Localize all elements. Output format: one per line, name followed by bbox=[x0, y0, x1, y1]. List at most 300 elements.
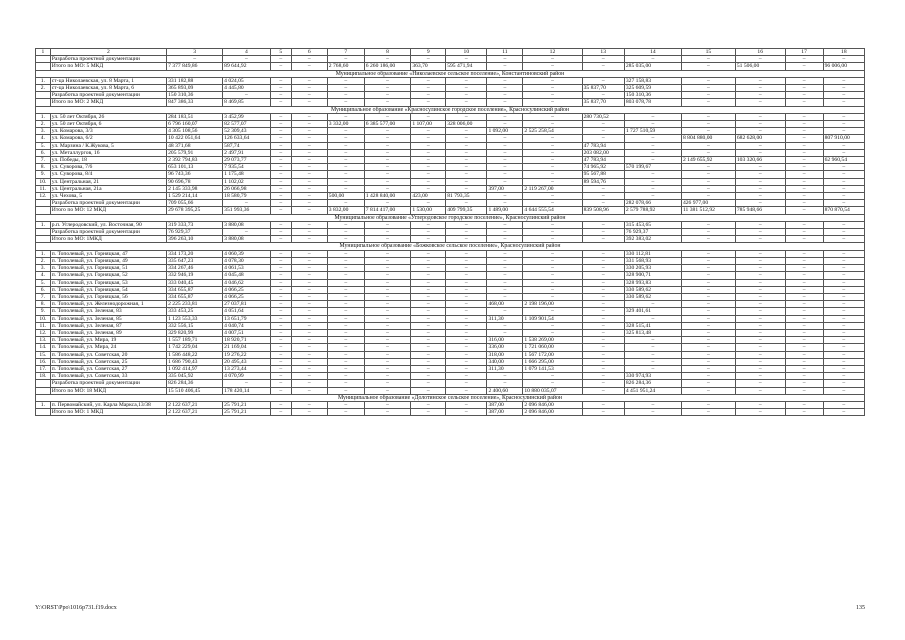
value-cell: – bbox=[270, 164, 291, 171]
value-cell: – bbox=[681, 293, 735, 300]
value-cell: – bbox=[446, 308, 487, 315]
value-cell: – bbox=[270, 56, 291, 63]
value-cell: – bbox=[582, 128, 624, 135]
value-cell: 82 577,07 bbox=[223, 121, 271, 128]
address-cell: ул. 50 лет Октября, 26 bbox=[50, 113, 166, 120]
value-cell: 96 743,36 bbox=[167, 171, 223, 178]
value-cell: – bbox=[681, 164, 735, 171]
value-cell: – bbox=[823, 236, 864, 243]
row-number-cell: 15. bbox=[36, 351, 51, 358]
value-cell: 6 260 186,00 bbox=[364, 63, 411, 70]
value-cell: – bbox=[582, 329, 624, 336]
value-cell: – bbox=[523, 121, 582, 128]
row-number-cell: 3. bbox=[36, 128, 51, 135]
value-cell: – bbox=[624, 365, 681, 372]
value-cell: 847 386,33 bbox=[167, 99, 223, 106]
value-cell: – bbox=[735, 365, 785, 372]
address-cell: п. Тополевый, ул. Зеленая, 83 bbox=[50, 308, 166, 315]
value-cell: – bbox=[411, 229, 446, 236]
table-row bbox=[36, 63, 865, 70]
value-cell: – bbox=[487, 272, 523, 279]
value-cell: – bbox=[411, 56, 446, 63]
value-cell: – bbox=[364, 265, 411, 272]
address-cell: п. Тополевый, ул. Советская, 20 bbox=[50, 351, 166, 358]
row-number-cell: 5. bbox=[36, 142, 51, 149]
value-cell: – bbox=[270, 157, 291, 164]
value-cell: – bbox=[270, 85, 291, 92]
value-cell: – bbox=[785, 387, 823, 394]
value-cell: 18 580,79 bbox=[223, 193, 271, 200]
value-cell: – bbox=[327, 301, 364, 308]
value-cell: 595 471,94 bbox=[446, 63, 487, 70]
value-cell: – bbox=[446, 113, 487, 120]
value-cell: 25 791,21 bbox=[223, 409, 271, 416]
row-number-cell: 14. bbox=[36, 344, 51, 351]
value-cell: – bbox=[270, 92, 291, 99]
value-cell: – bbox=[523, 193, 582, 200]
municipality-header-row bbox=[36, 243, 865, 250]
value-cell: – bbox=[223, 229, 271, 236]
value-cell: – bbox=[364, 229, 411, 236]
address-cell: п. Тополевый, ул. Горняцкая, 47 bbox=[50, 250, 166, 257]
value-cell: – bbox=[446, 380, 487, 387]
value-cell: – bbox=[327, 401, 364, 408]
address-cell: ул. Комарова, 3/3 bbox=[50, 128, 166, 135]
column-number-cell: 12 bbox=[523, 49, 582, 56]
value-cell: – bbox=[291, 301, 327, 308]
value-cell: – bbox=[411, 308, 446, 315]
row-number-cell bbox=[36, 409, 51, 416]
value-cell: – bbox=[735, 265, 785, 272]
value-cell: 826 284,36 bbox=[624, 380, 681, 387]
value-cell: – bbox=[364, 149, 411, 156]
value-cell: 315 453,65 bbox=[624, 221, 681, 228]
value-cell: – bbox=[582, 365, 624, 372]
value-cell: – bbox=[681, 56, 735, 63]
value-cell: – bbox=[624, 301, 681, 308]
value-cell: – bbox=[411, 365, 446, 372]
value-cell: – bbox=[327, 250, 364, 257]
row-number-cell: 5. bbox=[36, 279, 51, 286]
value-cell: 29 678 395,25 bbox=[167, 207, 223, 214]
value-cell: – bbox=[291, 92, 327, 99]
value-cell: – bbox=[735, 149, 785, 156]
value-cell: 27 037,81 bbox=[223, 301, 271, 308]
value-cell: – bbox=[582, 92, 624, 99]
value-cell: – bbox=[823, 200, 864, 207]
address-cell: Разработка проектной документации bbox=[50, 92, 166, 99]
value-cell: – bbox=[582, 279, 624, 286]
value-cell: – bbox=[624, 121, 681, 128]
address-cell: п. Тополевый, ул. Горняцкая, 51 bbox=[50, 265, 166, 272]
value-cell: 325 813,48 bbox=[624, 329, 681, 336]
value-cell: – bbox=[785, 157, 823, 164]
value-cell: 3 332,00 bbox=[327, 121, 364, 128]
value-cell: – bbox=[291, 250, 327, 257]
row-number-cell: 17. bbox=[36, 365, 51, 372]
value-cell: 330 205,93 bbox=[624, 265, 681, 272]
value-cell: 48 371,68 bbox=[167, 142, 223, 149]
address-cell: ул. Комарова, 6/2 bbox=[50, 135, 166, 142]
value-cell: – bbox=[364, 200, 411, 207]
value-cell: – bbox=[624, 149, 681, 156]
value-cell: 1 109 901,54 bbox=[523, 315, 582, 322]
value-cell: – bbox=[411, 279, 446, 286]
value-cell: 1 530,00 bbox=[411, 207, 446, 214]
value-cell: – bbox=[681, 344, 735, 351]
column-number-cell: 18 bbox=[823, 49, 864, 56]
value-cell: – bbox=[364, 315, 411, 322]
value-cell: – bbox=[291, 308, 327, 315]
value-cell: – bbox=[270, 301, 291, 308]
value-cell: 803 078,78 bbox=[624, 99, 681, 106]
value-cell: 7 377 849,86 bbox=[167, 63, 223, 70]
value-cell: – bbox=[785, 135, 823, 142]
value-cell: – bbox=[327, 322, 364, 329]
value-cell: – bbox=[582, 308, 624, 315]
value-cell: – bbox=[523, 272, 582, 279]
value-cell: 311,30 bbox=[487, 365, 523, 372]
value-cell: – bbox=[291, 344, 327, 351]
value-cell: 7 814 417,00 bbox=[364, 207, 411, 214]
value-cell: – bbox=[411, 149, 446, 156]
value-cell: 4 445,80 bbox=[223, 85, 271, 92]
value-cell: – bbox=[487, 63, 523, 70]
value-cell: – bbox=[785, 121, 823, 128]
municipality-header-row bbox=[36, 70, 865, 77]
value-cell: – bbox=[624, 344, 681, 351]
table-row bbox=[36, 265, 865, 272]
value-cell: – bbox=[446, 265, 487, 272]
value-cell: 52 309,43 bbox=[223, 128, 271, 135]
value-cell: – bbox=[364, 85, 411, 92]
address-cell: п. Тополевый, ул. Советская, 33 bbox=[50, 373, 166, 380]
value-cell: 826 284,36 bbox=[167, 380, 223, 387]
value-cell: – bbox=[291, 257, 327, 264]
value-cell: – bbox=[823, 358, 864, 365]
value-cell: 19 276,22 bbox=[223, 351, 271, 358]
table-row bbox=[36, 221, 865, 228]
value-cell: – bbox=[523, 373, 582, 380]
address-cell: п. Тополевый, ул. Горняцкая, 52 bbox=[50, 272, 166, 279]
value-cell: – bbox=[823, 401, 864, 408]
value-cell: – bbox=[785, 380, 823, 387]
table-row bbox=[36, 315, 865, 322]
value-cell: – bbox=[582, 293, 624, 300]
value-cell: – bbox=[270, 308, 291, 315]
value-cell: – bbox=[364, 178, 411, 185]
value-cell: 807 910,00 bbox=[823, 135, 864, 142]
value-cell: – bbox=[364, 409, 411, 416]
value-cell: – bbox=[735, 308, 785, 315]
value-cell: – bbox=[785, 221, 823, 228]
value-cell: – bbox=[327, 171, 364, 178]
value-cell: 4 061,53 bbox=[223, 265, 271, 272]
value-cell: 150 310,36 bbox=[624, 92, 681, 99]
value-cell: 103 320,66 bbox=[735, 157, 785, 164]
address-cell: р.п. Углеродовский, ул. Восточная, 90 bbox=[50, 221, 166, 228]
address-cell: п. Тополевый, ул. Зеленая, 87 bbox=[50, 322, 166, 329]
value-cell: – bbox=[364, 92, 411, 99]
value-cell: – bbox=[327, 221, 364, 228]
value-cell: – bbox=[291, 207, 327, 214]
column-number-cell: 3 bbox=[167, 49, 223, 56]
value-cell: – bbox=[364, 77, 411, 84]
table-row bbox=[36, 344, 865, 351]
value-cell: – bbox=[327, 113, 364, 120]
value-cell: – bbox=[823, 322, 864, 329]
value-cell: – bbox=[446, 178, 487, 185]
address-cell: п. Тополевый, ул. Горняцкая, 49 bbox=[50, 257, 166, 264]
value-cell: – bbox=[327, 308, 364, 315]
value-cell: 4 051,64 bbox=[223, 308, 271, 315]
value-cell: – bbox=[823, 164, 864, 171]
value-cell: 4 305 108,56 bbox=[167, 128, 223, 135]
value-cell: – bbox=[582, 236, 624, 243]
table-row bbox=[36, 200, 865, 207]
value-cell: – bbox=[823, 409, 864, 416]
value-cell: – bbox=[411, 185, 446, 192]
value-cell: – bbox=[487, 250, 523, 257]
value-cell: 3 832,00 bbox=[327, 207, 364, 214]
value-cell: – bbox=[411, 344, 446, 351]
value-cell: – bbox=[785, 236, 823, 243]
value-cell: – bbox=[364, 380, 411, 387]
address-cell: п. Тополевый, ул. Горняцкая, 56 bbox=[50, 293, 166, 300]
value-cell: – bbox=[270, 351, 291, 358]
value-cell: 351 993,36 bbox=[223, 207, 271, 214]
value-cell: – bbox=[735, 185, 785, 192]
value-cell: 4 078,30 bbox=[223, 257, 271, 264]
value-cell: 4 024,05 bbox=[223, 77, 271, 84]
value-cell: 334 267,46 bbox=[167, 265, 223, 272]
value-cell: – bbox=[411, 301, 446, 308]
value-cell: – bbox=[681, 358, 735, 365]
value-cell: 1 123 553,33 bbox=[167, 315, 223, 322]
value-cell: – bbox=[582, 229, 624, 236]
table-row bbox=[36, 322, 865, 329]
column-number-cell: 8 bbox=[364, 49, 411, 56]
row-number-cell: 6. bbox=[36, 286, 51, 293]
value-cell: 4 007,51 bbox=[223, 329, 271, 336]
value-cell: – bbox=[582, 77, 624, 84]
value-cell: – bbox=[785, 113, 823, 120]
value-cell: 329 401,61 bbox=[624, 308, 681, 315]
value-cell: 328 900,71 bbox=[624, 272, 681, 279]
value-cell: – bbox=[681, 250, 735, 257]
value-cell: – bbox=[785, 301, 823, 308]
value-cell: – bbox=[270, 329, 291, 336]
value-cell: – bbox=[735, 272, 785, 279]
row-number-cell: 9. bbox=[36, 308, 51, 315]
value-cell: – bbox=[735, 92, 785, 99]
value-cell: – bbox=[523, 221, 582, 228]
address-cell: п. Тополевый, ул. Советская, 27 bbox=[50, 365, 166, 372]
value-cell: – bbox=[291, 85, 327, 92]
value-cell: – bbox=[446, 401, 487, 408]
table-row bbox=[36, 365, 865, 372]
value-cell: – bbox=[327, 358, 364, 365]
value-cell: – bbox=[291, 358, 327, 365]
value-cell: 2 096 846,00 bbox=[523, 409, 582, 416]
table-row bbox=[36, 92, 865, 99]
value-cell: – bbox=[270, 315, 291, 322]
value-cell: 335 045,92 bbox=[167, 373, 223, 380]
table-row bbox=[36, 178, 865, 185]
value-cell: 500,00 bbox=[327, 193, 364, 200]
value-cell: – bbox=[624, 142, 681, 149]
value-cell: – bbox=[735, 387, 785, 394]
table-row bbox=[36, 229, 865, 236]
value-cell: – bbox=[735, 329, 785, 336]
value-cell: 409 799,35 bbox=[446, 207, 487, 214]
value-cell: – bbox=[446, 387, 487, 394]
value-cell: – bbox=[364, 365, 411, 372]
value-cell: – bbox=[681, 337, 735, 344]
document-sheet bbox=[35, 48, 865, 416]
value-cell: – bbox=[523, 308, 582, 315]
row-number-cell bbox=[36, 63, 51, 70]
value-cell: 74 965,92 bbox=[582, 164, 624, 171]
value-cell: – bbox=[582, 272, 624, 279]
value-cell: 47 783,94 bbox=[582, 157, 624, 164]
value-cell: – bbox=[523, 63, 582, 70]
value-cell: 839 508,96 bbox=[582, 207, 624, 214]
value-cell: – bbox=[624, 358, 681, 365]
value-cell: 331 568,93 bbox=[624, 257, 681, 264]
value-cell: – bbox=[364, 322, 411, 329]
value-cell: – bbox=[823, 121, 864, 128]
value-cell: – bbox=[411, 171, 446, 178]
value-cell: – bbox=[624, 337, 681, 344]
value-cell: – bbox=[681, 236, 735, 243]
value-cell: – bbox=[823, 265, 864, 272]
value-cell: – bbox=[487, 164, 523, 171]
value-cell: – bbox=[270, 293, 291, 300]
value-cell: – bbox=[364, 250, 411, 257]
table-row bbox=[36, 128, 865, 135]
value-cell: – bbox=[411, 250, 446, 257]
table-row bbox=[36, 207, 865, 214]
value-cell: 18 920,71 bbox=[223, 337, 271, 344]
value-cell: – bbox=[735, 351, 785, 358]
value-cell: – bbox=[327, 164, 364, 171]
table-row bbox=[36, 279, 865, 286]
value-cell: 1 721 060,00 bbox=[523, 344, 582, 351]
address-cell: п. Тополевый, ул. Советская, 25 bbox=[50, 358, 166, 365]
value-cell: – bbox=[291, 380, 327, 387]
value-cell: – bbox=[523, 236, 582, 243]
value-cell: – bbox=[291, 337, 327, 344]
value-cell: – bbox=[270, 387, 291, 394]
municipality-header-row bbox=[36, 214, 865, 221]
value-cell: 76 929,37 bbox=[624, 229, 681, 236]
value-cell: – bbox=[291, 185, 327, 192]
value-cell: – bbox=[270, 236, 291, 243]
value-cell: – bbox=[270, 365, 291, 372]
value-cell: – bbox=[291, 113, 327, 120]
row-number-cell: 12. bbox=[36, 193, 51, 200]
value-cell: – bbox=[823, 229, 864, 236]
address-cell: ул. Чехова, 5 bbox=[50, 193, 166, 200]
value-cell: – bbox=[291, 409, 327, 416]
value-cell: – bbox=[487, 121, 523, 128]
value-cell: – bbox=[785, 92, 823, 99]
value-cell: 331 182,88 bbox=[167, 77, 223, 84]
value-cell: – bbox=[446, 171, 487, 178]
address-cell: Итого по МО: 18 МКД bbox=[50, 387, 166, 394]
value-cell: – bbox=[446, 293, 487, 300]
value-cell: – bbox=[823, 92, 864, 99]
row-number-cell: 2. bbox=[36, 121, 51, 128]
value-cell: – bbox=[411, 142, 446, 149]
value-cell: – bbox=[270, 257, 291, 264]
value-cell: 81 793,35 bbox=[446, 193, 487, 200]
value-cell: – bbox=[785, 164, 823, 171]
column-number-cell: 4 bbox=[223, 49, 271, 56]
value-cell: 1 092 414,97 bbox=[167, 365, 223, 372]
value-cell: – bbox=[681, 113, 735, 120]
value-cell: – bbox=[446, 157, 487, 164]
value-cell: – bbox=[270, 344, 291, 351]
value-cell: 587,74 bbox=[223, 142, 271, 149]
value-cell: – bbox=[785, 149, 823, 156]
row-number-cell bbox=[36, 200, 51, 207]
value-cell: – bbox=[681, 77, 735, 84]
value-cell: – bbox=[411, 236, 446, 243]
value-cell: – bbox=[327, 409, 364, 416]
table-row bbox=[36, 135, 865, 142]
value-cell: – bbox=[411, 329, 446, 336]
value-cell: 4 066,25 bbox=[223, 286, 271, 293]
value-cell: 20 495,43 bbox=[223, 358, 271, 365]
value-cell: – bbox=[823, 315, 864, 322]
value-cell: – bbox=[270, 409, 291, 416]
row-number-cell: 6. bbox=[36, 149, 51, 156]
table-row bbox=[36, 409, 865, 416]
value-cell: – bbox=[823, 337, 864, 344]
value-cell: – bbox=[624, 135, 681, 142]
value-cell: – bbox=[327, 185, 364, 192]
value-cell: 330 112,81 bbox=[624, 250, 681, 257]
value-cell: – bbox=[446, 221, 487, 228]
address-cell: Итого по МО: 1МКД bbox=[50, 236, 166, 243]
value-cell: – bbox=[785, 265, 823, 272]
value-cell: – bbox=[523, 380, 582, 387]
value-cell: – bbox=[270, 113, 291, 120]
value-cell: – bbox=[291, 142, 327, 149]
value-cell: – bbox=[270, 178, 291, 185]
value-cell: – bbox=[487, 142, 523, 149]
value-cell: 3 880,08 bbox=[223, 236, 271, 243]
value-cell: – bbox=[785, 322, 823, 329]
value-cell: – bbox=[735, 229, 785, 236]
value-cell: – bbox=[735, 401, 785, 408]
value-cell: – bbox=[223, 380, 271, 387]
value-cell: – bbox=[327, 351, 364, 358]
value-cell: – bbox=[681, 92, 735, 99]
value-cell: – bbox=[364, 142, 411, 149]
value-cell: 319 333,73 bbox=[167, 221, 223, 228]
value-cell: 10 880 035,07 bbox=[523, 387, 582, 394]
value-cell: – bbox=[681, 322, 735, 329]
value-cell: – bbox=[624, 409, 681, 416]
value-cell: – bbox=[523, 171, 582, 178]
value-cell: – bbox=[446, 135, 487, 142]
value-cell: – bbox=[270, 128, 291, 135]
value-cell: – bbox=[785, 373, 823, 380]
value-cell: – bbox=[681, 308, 735, 315]
